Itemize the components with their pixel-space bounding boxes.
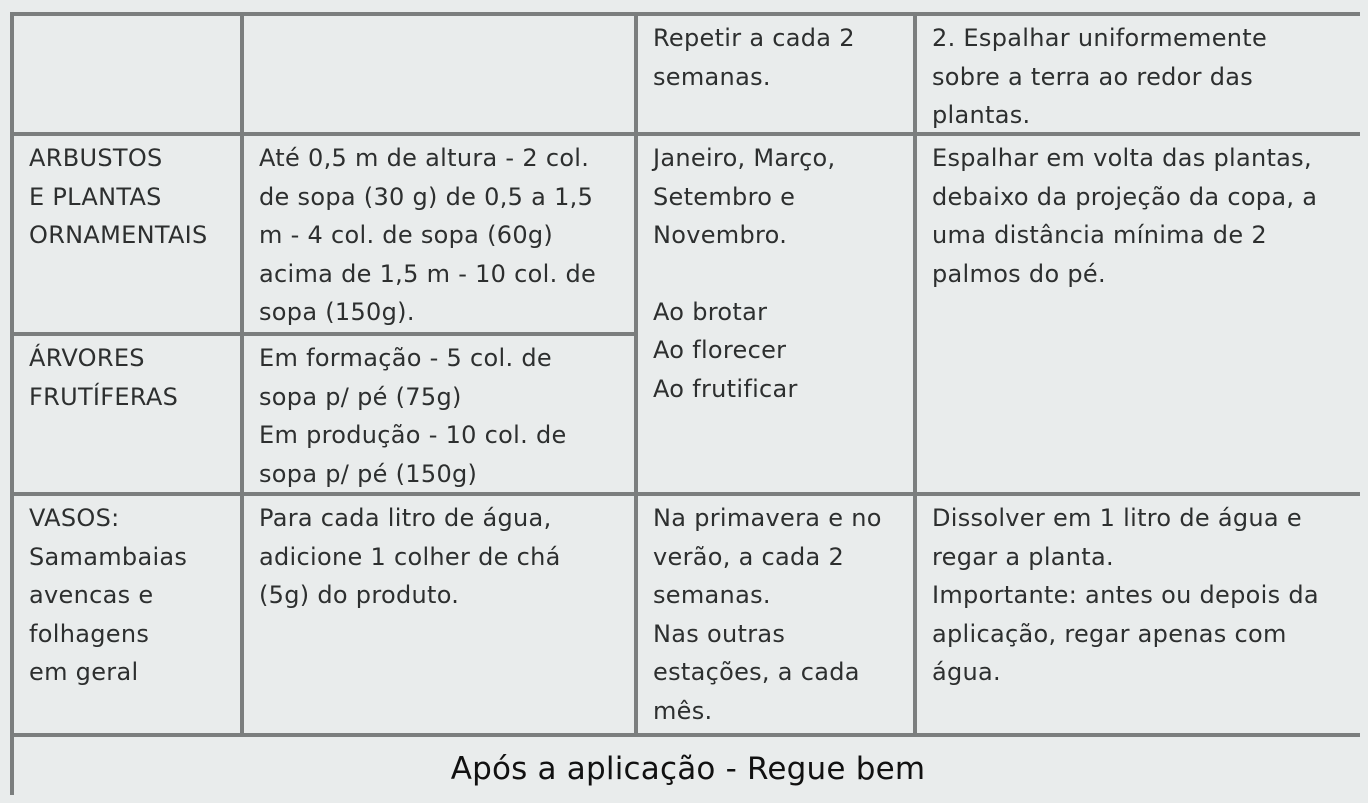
cell-line: Samambaias bbox=[29, 542, 188, 571]
cell-line: (5g) do produto. bbox=[259, 581, 460, 609]
cell-line: Importante: antes ou depois da bbox=[932, 581, 1319, 609]
cell-line: palmos do pé. bbox=[932, 259, 1106, 288]
cell-line: E PLANTAS bbox=[29, 182, 162, 211]
cell-line: de sopa (30 g) de 0,5 a 1,5 bbox=[259, 182, 594, 211]
cell-pots-dose bbox=[244, 496, 634, 733]
cell-line: Novembro. bbox=[653, 221, 788, 249]
cell-line: água. bbox=[932, 658, 1001, 686]
cell-line: 2. Espalhar uniformemente bbox=[932, 24, 1268, 52]
cell-fruit-trees-dose bbox=[244, 336, 634, 492]
cell-line: verão, a cada 2 bbox=[653, 542, 845, 571]
cell-line: regar a planta. bbox=[932, 542, 1114, 571]
cell-line: semanas. bbox=[653, 581, 771, 609]
cell-line: estações, a cada bbox=[653, 658, 860, 686]
cell-r1-dose bbox=[244, 16, 634, 132]
cell-merged-how bbox=[917, 136, 1362, 492]
cell-line: uma distância mínima de 2 bbox=[932, 221, 1267, 249]
cell-line: ORNAMENTAIS bbox=[29, 221, 208, 249]
cell-line: Janeiro, Março, bbox=[653, 144, 836, 172]
cell-line: Ao florecer bbox=[653, 336, 787, 364]
cell-line: m - 4 col. de sopa (60g) bbox=[259, 221, 554, 249]
cell-line: Ao brotar bbox=[653, 297, 768, 326]
cell-line: semanas. bbox=[653, 62, 771, 91]
cell-line: sopa p/ pé (150g) bbox=[259, 459, 478, 488]
cell-line: Para cada litro de água, bbox=[259, 504, 552, 532]
cell-line: Espalhar em volta das plantas, bbox=[932, 144, 1312, 172]
cell-line: sobre a terra ao redor das bbox=[932, 62, 1254, 91]
cell-line: Na primavera e no bbox=[653, 504, 882, 532]
cell-line: em geral bbox=[29, 658, 139, 686]
cell-line: avencas e bbox=[29, 581, 154, 609]
cell-shrubs-plant bbox=[14, 136, 240, 332]
cell-r1-plant bbox=[14, 16, 240, 132]
cell-line: Repetir a cada 2 bbox=[653, 24, 855, 52]
cell-line: Ao frutificar bbox=[653, 374, 798, 403]
cell-line: mês. bbox=[653, 696, 713, 725]
cell-line: Nas outras bbox=[653, 619, 786, 648]
cell-line: adicione 1 colher de chá bbox=[259, 542, 561, 571]
cell-line: Setembro e bbox=[653, 182, 796, 211]
cell-fruit-trees-plant bbox=[14, 336, 240, 492]
fertilizer-instructions-table bbox=[10, 12, 1360, 795]
cell-line: Em produção - 10 col. de bbox=[259, 421, 567, 449]
cell-line: Dissolver em 1 litro de água e bbox=[932, 504, 1302, 532]
cell-r1-when bbox=[638, 16, 913, 132]
cell-line: ÁRVORES bbox=[29, 344, 145, 372]
cell-pots-how bbox=[917, 496, 1362, 733]
cell-line: Até 0,5 m de altura - 2 col. bbox=[259, 144, 590, 172]
cell-line: VASOS: bbox=[29, 504, 120, 532]
cell-line: sopa (150g). bbox=[259, 298, 415, 326]
cell-shrubs-dose bbox=[244, 136, 634, 332]
cell-line: acima de 1,5 m - 10 col. de bbox=[259, 259, 597, 288]
cell-line: plantas. bbox=[932, 101, 1031, 129]
footer-note: Após a aplicação - Regue bem bbox=[14, 737, 1362, 801]
cell-pots-when bbox=[638, 496, 913, 733]
spacer bbox=[653, 255, 899, 293]
cell-line: aplicação, regar apenas com bbox=[932, 619, 1287, 648]
cell-line: folhagens bbox=[29, 619, 150, 648]
cell-merged-when bbox=[638, 136, 913, 492]
cell-line: debaixo da projeção da copa, a bbox=[932, 182, 1318, 211]
cell-line: ARBUSTOS bbox=[29, 144, 163, 172]
cell-line: sopa p/ pé (75g) bbox=[259, 382, 462, 411]
cell-line: FRUTÍFERAS bbox=[29, 382, 179, 411]
cell-r1-how bbox=[917, 16, 1362, 132]
cell-line: Em formação - 5 col. de bbox=[259, 344, 552, 372]
cell-pots-plant bbox=[14, 496, 240, 733]
